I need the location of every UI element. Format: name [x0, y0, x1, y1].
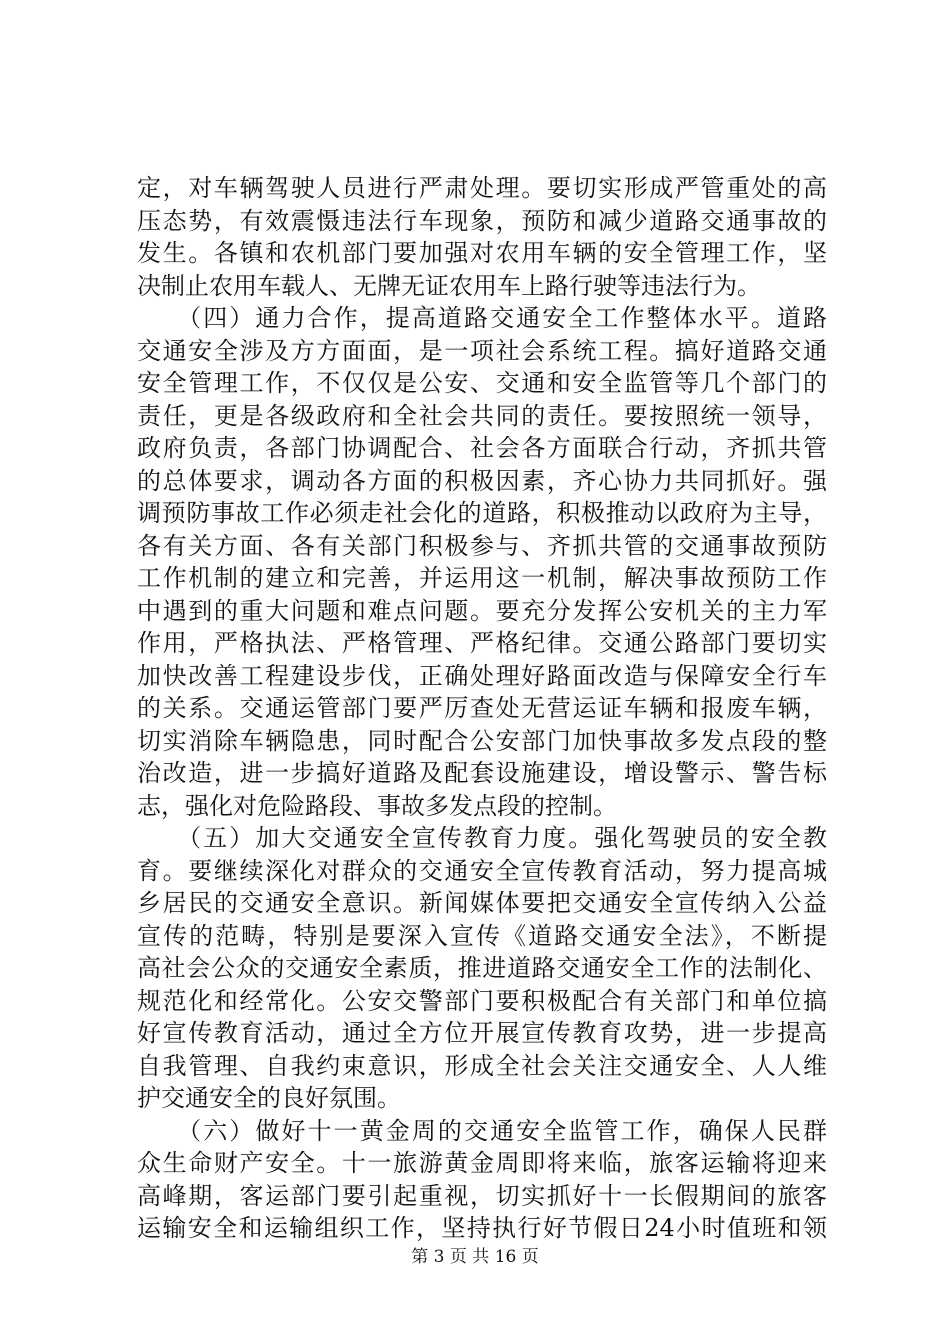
text-line: 定，对车辆驾驶人员进行严肃处理。要切实形成严管重处的高	[137, 174, 827, 202]
text-line: 志，强化对危险路段、事故多发点段的控制。	[137, 791, 617, 820]
text-line: （六）做好十一黄金周的交通安全监管工作，确保人民群	[137, 1116, 827, 1145]
text-line: 工作机制的建立和完善，并运用这一机制，解决事故预防工作	[137, 564, 827, 592]
text-line: 各有关方面、各有关部门积极参与、齐抓共管的交通事故预防	[137, 531, 827, 560]
text-line: 安全管理工作，不仅仅是公安、交通和安全监管等几个部门的	[137, 369, 827, 397]
text-line: 自我管理、自我约束意识，形成全社会关注交通安全、人人维	[137, 1051, 827, 1080]
text-line: 众生命财产安全。十一旅游黄金周即将来临，旅客运输将迎来	[137, 1149, 827, 1177]
text-line: 高社会公众的交通安全素质，推进道路交通安全工作的法制化、	[137, 954, 827, 982]
body-text	[137, 172, 827, 1245]
text-line: （四）通力合作，提高道路交通安全工作整体水平。道路	[137, 304, 827, 332]
text-line: 中遇到的重大问题和难点问题。要充分发挥公安机关的主力军	[137, 596, 827, 625]
text-line: 治改造，进一步搞好道路及配套设施建设，增设警示、警告标	[137, 759, 827, 787]
text-line: 发生。各镇和农机部门要加强对农用车辆的安全管理工作，坚	[137, 239, 827, 267]
text-line: 好宣传教育活动，通过全方位开展宣传教育攻势，进一步提高	[137, 1019, 827, 1047]
text-line: 高峰期，客运部门要引起重视，切实抓好十一长假期间的旅客	[137, 1181, 827, 1210]
page-footer: 第 3 页 共 16 页	[411, 1247, 539, 1267]
text-line: 加快改善工程建设步伐，正确处理好路面改造与保障安全行车	[137, 661, 827, 690]
text-line: 责任，更是各级政府和全社会共同的责任。要按照统一领导，	[137, 401, 827, 430]
text-line: 的关系。交通运管部门要严厉查处无营运证车辆和报废车辆，	[137, 694, 827, 722]
text-line: 育。要继续深化对群众的交通安全宣传教育活动，努力提高城	[137, 856, 827, 885]
text-line: 交通安全涉及方方面面，是一项社会系统工程。搞好道路交通	[137, 336, 827, 365]
text-line: 乡居民的交通安全意识。新闻媒体要把交通安全宣传纳入公益	[137, 889, 827, 917]
text-line: （五）加大交通安全宣传教育力度。强化驾驶员的安全教	[137, 824, 827, 852]
text-line: 政府负责，各部门协调配合、社会各方面联合行动，齐抓共管	[137, 434, 827, 462]
text-line: 作用，严格执法、严格管理、严格纪律。交通公路部门要切实	[137, 629, 827, 657]
text-line: 规范化和经常化。公安交警部门要积极配合有关部门和单位搞	[137, 986, 827, 1015]
text-line: 切实消除车辆隐患，同时配合公安部门加快事故多发点段的整	[137, 726, 827, 755]
text-line: 护交通安全的良好氛围。	[137, 1084, 401, 1112]
text-line: 运输安全和运输组织工作，坚持执行好节假日24小时值班和领	[137, 1214, 827, 1242]
text-line: 决制止农用车载人、无牌无证农用车上路行驶等违法行为。	[137, 271, 761, 300]
text-line: 的总体要求，调动各方面的积极因素，齐心协力共同抓好。强	[137, 466, 827, 495]
text-line: 调预防事故工作必须走社会化的道路，积极推动以政府为主导，	[137, 499, 827, 527]
text-line: 压态势，有效震慑违法行车现象，预防和减少道路交通事故的	[137, 206, 827, 235]
text-line: 宣传的范畴，特别是要深入宣传《道路交通安全法》，不断提	[137, 921, 827, 950]
